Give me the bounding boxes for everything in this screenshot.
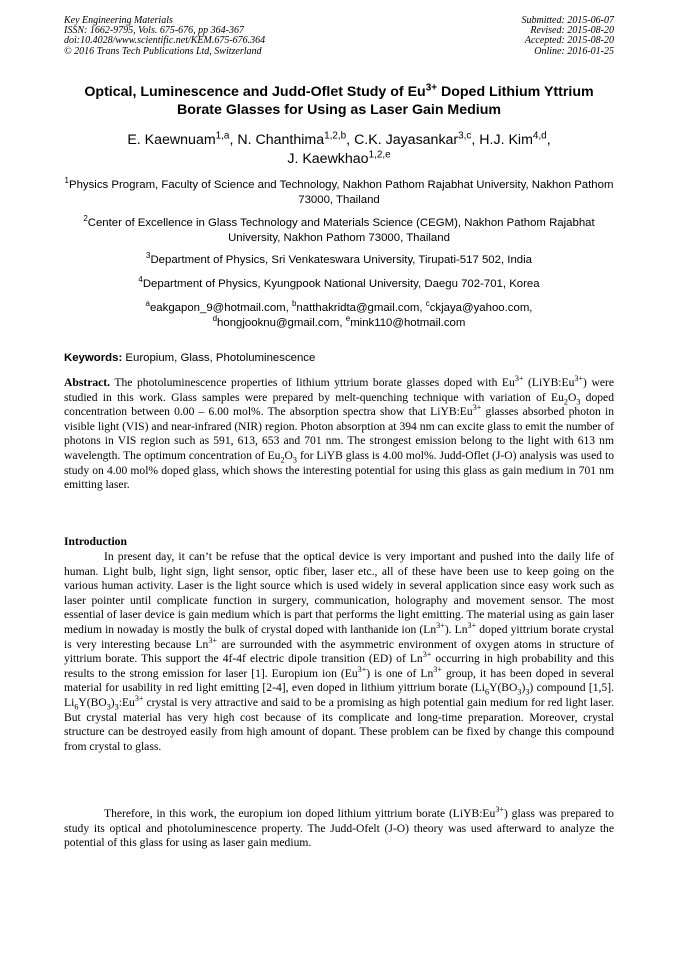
author: C.K. Jayasankar$^{3,c}$ [354, 130, 472, 148]
affiliation: $^1$Physics Program, Faculty of Science and Technology, Nakhon Pathom Rajabhat University, Nakhon Pathom 73000, Thailand [64, 176, 614, 206]
introduction-paragraph: In present day, it can’t be refuse that the optical device is very important and pushed into the daily life of human. Light bulb, light sign, light sensor, optic fiber, laser etc., all of these have been use to keep going on the various human activity. Laser is the light source which is used widely in several application since easy work such as laser pointer until complicate function in surgery, communication, holography and movement sensor. The most essential of laser device is gain medium which is part that performs the light emitting. The material using as gain laser medium in nowaday is mostly the bulk of crystal doped with lanthanide ion $(Ln^{3+})$. $Ln^{3+}$ doped yittrium borate crystal is very interesting because $Ln^{3+}$ are surrounded with the asymmetric environment of oxygen atoms in structure of yittrium borate. This support the 4f-4f electric dipole transition (ED) of $Ln^{3+}$ occurring in high probability and this results to the strong emission for laser [1]. Europium ion $(Eu^{3+})$ is one of $Ln^{3+}$ group, it has been doped in several material for usability in red light emitting [2-4], even doped in lithium yittrium borate $(Li_6Y(BO_3)_3)$ compound [1,5]. $Li_6Y(BO_3)_3:Eu^{3+}$ crystal is very attractive and said to be a promising as high potential gain medium for red light laser. But crystal material has very high cost because of its complicate and long-time preparation. Moreover, crystal structure can be destroyed easily from high amount of dopant. These problem can be fixed by change this compound from crystal to glass. [64, 550, 615, 753]
author: H.J. Kim$^{4,d}$ [479, 130, 547, 148]
author: E. Kaewnuam$^{1,a}$ [127, 130, 230, 148]
introduction-heading: Introduction [64, 535, 127, 548]
abstract: Abstract. The photoluminescence properties of lithium yttrium borate glasses doped with $Eu^{3+}$ $(LiYB:Eu^{3+})$ were studied in this work. Glass samples were prepared by melt-quenching technique with variation of $Eu_2O_3$ doped concentration between 0.00 – 6.00 mol%. The absorption spectra show that $LiYB:Eu^{3+}$ glasses absorbed photon in visible light (VIS) and near-infrared (NIR) region. Photon absorption at 394 nm can excite glass to emit the number of photons in VIS region such as 591, 613, 653 and 701 nm. The strongest emission belong to the light with 613 nm wavelength. The optimum concentration of $Eu_2O_3$ for LiYB glass is 4.00 mol%. Judd-Oflet (J-O) analysis was used to study on 4.00 mol% doped glass, which shows the interesting potential for using this glass as gain medium in 701 nm emitting laser. [64, 374, 615, 492]
keywords [64, 351, 315, 365]
doi-line: doi:10.4028/www.scientific.net/KEM.675-676.364 [64, 35, 266, 47]
journal-info [64, 16, 265, 57]
email: $^b$natthakridta@gmail.com, [291, 299, 426, 314]
introduction-paragraph: Therefore, in this work, the europium ion doped lithium yittrium borate $(LiYB:Eu^{3+})$ glass was prepared to study its optical and photoluminescence property. The Judd-Ofelt (J-O) theory was used afterward to analyze the potential of this glass for using as laser gain medium. [64, 805, 614, 850]
affiliation: $^4$Department of Physics, Kyungpook National University, Daegu 702-701, Korea [138, 275, 540, 290]
copyright-line: © 2016 Trans Tech Publications Ltd, Switzerland [64, 45, 262, 57]
journal-name: Key Engineering Materials [64, 15, 173, 26]
author: J. Kaewkhao$^{1,2,e}$ [287, 149, 391, 167]
accepted-date: Accepted: 2015-08-20 [524, 35, 614, 47]
issn-line: ISSN: 1662-9795, Vols. 675-676, pp 364-367 [64, 25, 244, 37]
keywords-label: Keywords: [64, 352, 123, 364]
email: $^d$hongjooknu@gmail.com, [212, 314, 346, 329]
submission-dates [522, 16, 615, 57]
abstract-label: Abstract. [64, 376, 111, 389]
author-list: E. Kaewnuam$^{1,a}$, N. Chanthima$^{1,2,b}$, C.K. Jayasankar$^{3,c}$, H.J. Kim$^{4,d}$, J. Kaewkhao$^{1,2,e}$ [127, 130, 551, 167]
author: N. Chanthima$^{1,2,b}$ [237, 130, 347, 148]
email: $^e$mink110@hotmail.com [345, 314, 466, 329]
email-list [64, 301, 614, 331]
affiliation: $^2$Center of Excellence in Glass Technology and Materials Science (CEGM), Nakhon Pathom Rajabhat University, Nakhon Pathom 73000, Thailand [83, 214, 595, 244]
revised-date: Revised: 2015-08-20 [530, 25, 614, 37]
online-date: Online: 2016-01-25 [534, 45, 614, 57]
email: $^a$eakgapon_9@hotmail.com, [145, 299, 292, 314]
keywords-text: Europium, Glass, Photoluminescence [122, 352, 316, 364]
affiliation: $^3$Department of Physics, Sri Venkateswara University, Tirupati-517 502, India [146, 251, 532, 266]
submitted-date: Submitted: 2015-06-07 [521, 15, 614, 26]
email: $^c$ckjaya@yahoo.com, [425, 299, 533, 314]
paper-title: Optical, Luminescence and Judd-Oflet Study of $Eu^{3+}$ Doped Lithium Yttrium Borate Glasses for Using as Laser Gain Medium [84, 82, 594, 118]
